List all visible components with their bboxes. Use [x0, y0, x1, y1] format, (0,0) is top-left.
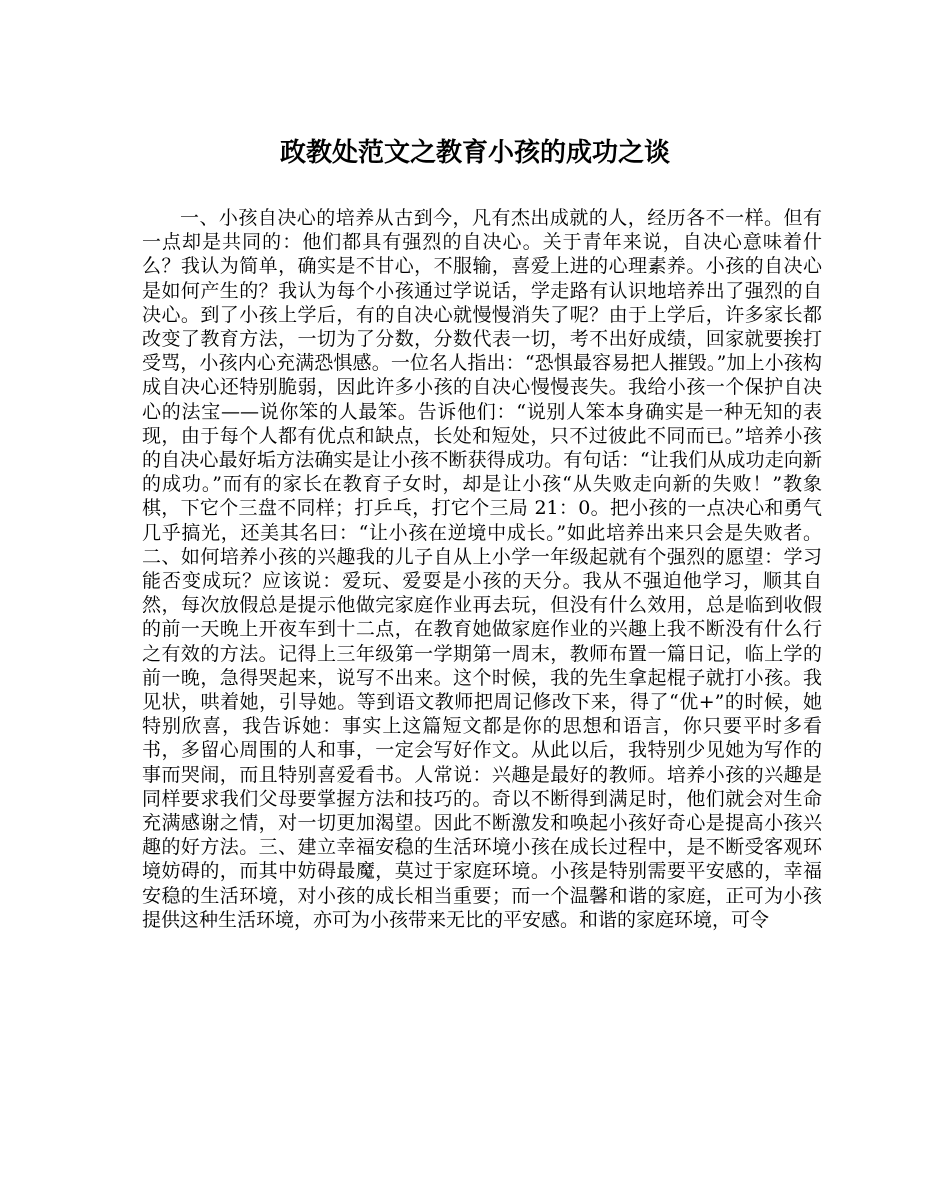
document-title: 政教处范文之教育小孩的成功之谈 — [279, 138, 670, 168]
document-body-paragraph: 一、小孩自决心的培养从古到今，凡有杰出成就的人，经历各不一样。但有一点却是共同的：他们都具有强烈的自决心。关于青年来说，自决心意味着什么？我认为简单，确实是不甘心，不服输，喜爱上进的心理素养。小孩的自决心是如何产生的？我认为每个小孩通过学说话，学走路有认识地培养出了强烈的自决心。到了小孩上学后，有的自决心就慢慢消失了呢？由于上学后，许多家长都改变了教育方法，一切为了分数，分数代表一切，考不出好成绩，回家就要挨打受骂，小孩内心充满恐惧感。一位名人指出：“恐惧最容易把人摧毁。”加上小孩构成自决心还特别脆弱，因此许多小孩的自决心慢慢丧失。我给小孩一个保护自决心的法宝——说你笨的人最笨。告诉他们：“说别人笨本身确实是一种无知的表现，由于每个人都有优点和缺点，长处和短处，只不过彼此不同而已。”培养小孩的自决心最好垢方法确实是让小孩不断获得成功。有句话：“让我们从成功走向新的成功。”而有的家长在教育子女时，却是让小孩“从失败走向新的失败！”教象棋，下它个三盘不同样；打乒乓，打它个三局 21：0。把小孩的一点决心和勇气几乎搞光，还美其名曰：“让小孩在逆境中成长。”如此培养出来只会是失败者。二、如何培养小孩的兴趣我的儿子自从上小学一年级起就有个强烈的愿望：学习能否变成玩？应该说：爱玩、爱耍是小孩的天分。我从不强迫他学习，顺其自然，每次放假总是提示他做完家庭作业再去玩，但没有什么效用，总是临到收假的前一天晚上开夜车到十二点，在教育她做家庭作业的兴趣上我不断没有什么行之有效的方法。记得上三年级第一学期第一周末，教师布置一篇日记，临上学的前一晚，急得哭起来，说写不出来。这个时候，我的先生拿起棍子就打小孩。我见状，哄着她，引导她。等到语文教师把周记修改下来，得了“优+”的时候，她特别欣喜，我告诉她：事实上这篇短文都是你的思想和语言，你只要平时多看书，多留心周围的人和事，一定会写好作文。从此以后，我特别少见她为写作的事而哭闹，而且特别喜爱看书。人常说：兴趣是最好的教师。培养小孩的兴趣是同样要求我们父母要掌握方法和技巧的。奇以不断得到满足时，他们就会对生命充满感谢之情，对一切更加渴望。因此不断激发和唤起小孩好奇心是提高小孩兴趣的好方法。三、建立幸福安稳的生活环境小孩在成长过程中，是不断受客观环境妨碍的，而其中妨碍最魔，莫过于家庭环境。小孩是特别需要平安感的，幸福安稳的生活环境，对小孩的成长相当重要；而一个温馨和谐的家庭，正可为小孩提供这种生活环境，亦可为小孩带来无比的平安感。和谐的家庭环境，可令 — [142, 207, 822, 931]
